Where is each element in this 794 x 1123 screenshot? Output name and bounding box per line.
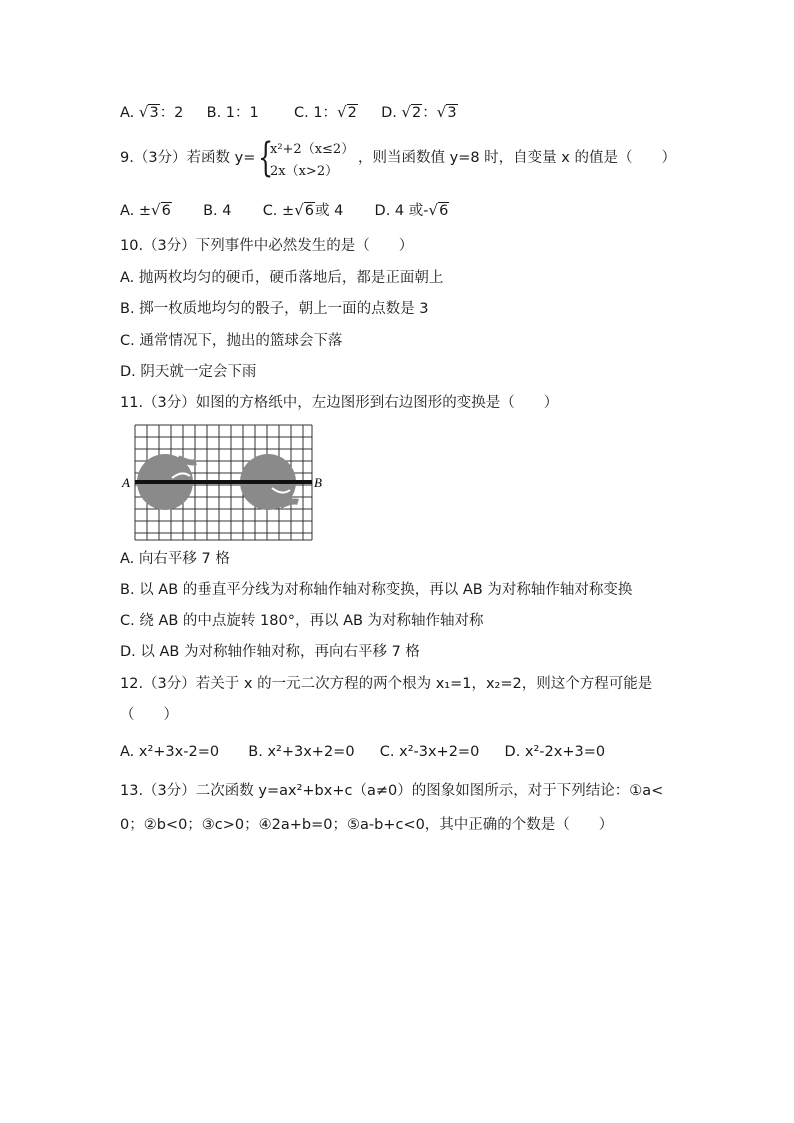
q12-option-b: B. x²+3x+2=0 [248, 744, 355, 760]
q12-stem-blank: （ ） [120, 707, 178, 723]
piecewise-case-2: 2x（x>2） [270, 164, 339, 179]
q11-stem: 11.（3分）如图的方格纸中，左边图形到右边图形的变换是（ ） [120, 395, 559, 411]
sqrt-symbol: √ [337, 103, 347, 121]
q12-option-c: C. x²-3x+2=0 [379, 744, 480, 760]
q9-option-b: B. 4 [203, 203, 232, 219]
sqrt-symbol: √ [138, 103, 149, 121]
q8-option-a: A. √3：2 [120, 103, 184, 121]
q11-option-d: D. 以 AB 为对称轴作轴对称，再向右平移 7 格 [120, 644, 420, 660]
q10-option-c: C. 通常情况下，抛出的篮球会下落 [120, 333, 343, 349]
q10-stem: 10.（3分）下列事件中必然发生的是（ ） [120, 238, 414, 254]
brace-symbol: { [258, 135, 274, 181]
q9-option-a: A. ±√6 [120, 201, 171, 219]
q9-stem-prefix: 9.（3分）若函数 y= [120, 150, 256, 166]
q11-option-b: B. 以 AB 的垂直平分线为对称轴作轴对称变换，再以 AB 为对称轴作轴对称变换 [120, 582, 633, 598]
q9-option-d: D. 4 或-√6 [374, 201, 449, 219]
q11-option-c: C. 绕 AB 的中点旋转 180°，再以 AB 为对称轴作轴对称 [120, 613, 484, 629]
q10-option-a: A. 抛两枚均匀的硬币，硬币落地后，都是正面朝上 [120, 270, 444, 286]
grid-figure [120, 420, 325, 544]
q12-option-a: A. x²+3x-2=0 [120, 744, 220, 760]
sqrt-symbol: √ [401, 103, 412, 121]
q12-stem: 12.（3分）若关于 x 的一元二次方程的两个根为 x₁=1，x₂=2，则这个方程可能是 [120, 676, 653, 692]
label-a: A [122, 475, 130, 490]
q10-option-d: D. 阴天就一定会下雨 [120, 364, 257, 380]
q8-option-c: C. 1：√2 [293, 103, 357, 121]
sqrt-symbol: √ [294, 201, 304, 219]
q8-options [120, 102, 458, 123]
q8-option-b: B. 1：1 [206, 105, 259, 121]
q12-options [120, 742, 605, 762]
q8-option-d: D. √2：√3 [381, 103, 457, 121]
q13-line-1: 13.（3分）二次函数 y=ax²+bx+c（a≠0）的图象如图所示，对于下列结论：①a< [120, 783, 664, 799]
sqrt-symbol: √ [151, 201, 161, 219]
q11-option-a: A. 向右平移 7 格 [120, 551, 230, 567]
sqrt-symbol: √ [428, 201, 439, 219]
q13-line-2: 0；②b<0；③c>0；④2a+b=0；⑤a-b+c<0，其中正确的个数是（ ） [120, 817, 614, 833]
q10-option-b: B. 掷一枚质地均匀的骰子，朝上一面的点数是 3 [120, 301, 429, 317]
piecewise-function [258, 136, 368, 182]
label-b: B [314, 475, 322, 490]
q9-stem-suffix: ，则当函数值 y=8 时，自变量 x 的值是（ ） [358, 150, 676, 166]
q9-options [120, 200, 449, 221]
piecewise-case-1: x²+2（x≤2） [270, 142, 355, 157]
sqrt-symbol: √ [436, 103, 447, 121]
q12-option-d: D. x²-2x+3=0 [504, 744, 606, 760]
q9-option-c: C. ±√6或 4 [262, 201, 344, 219]
